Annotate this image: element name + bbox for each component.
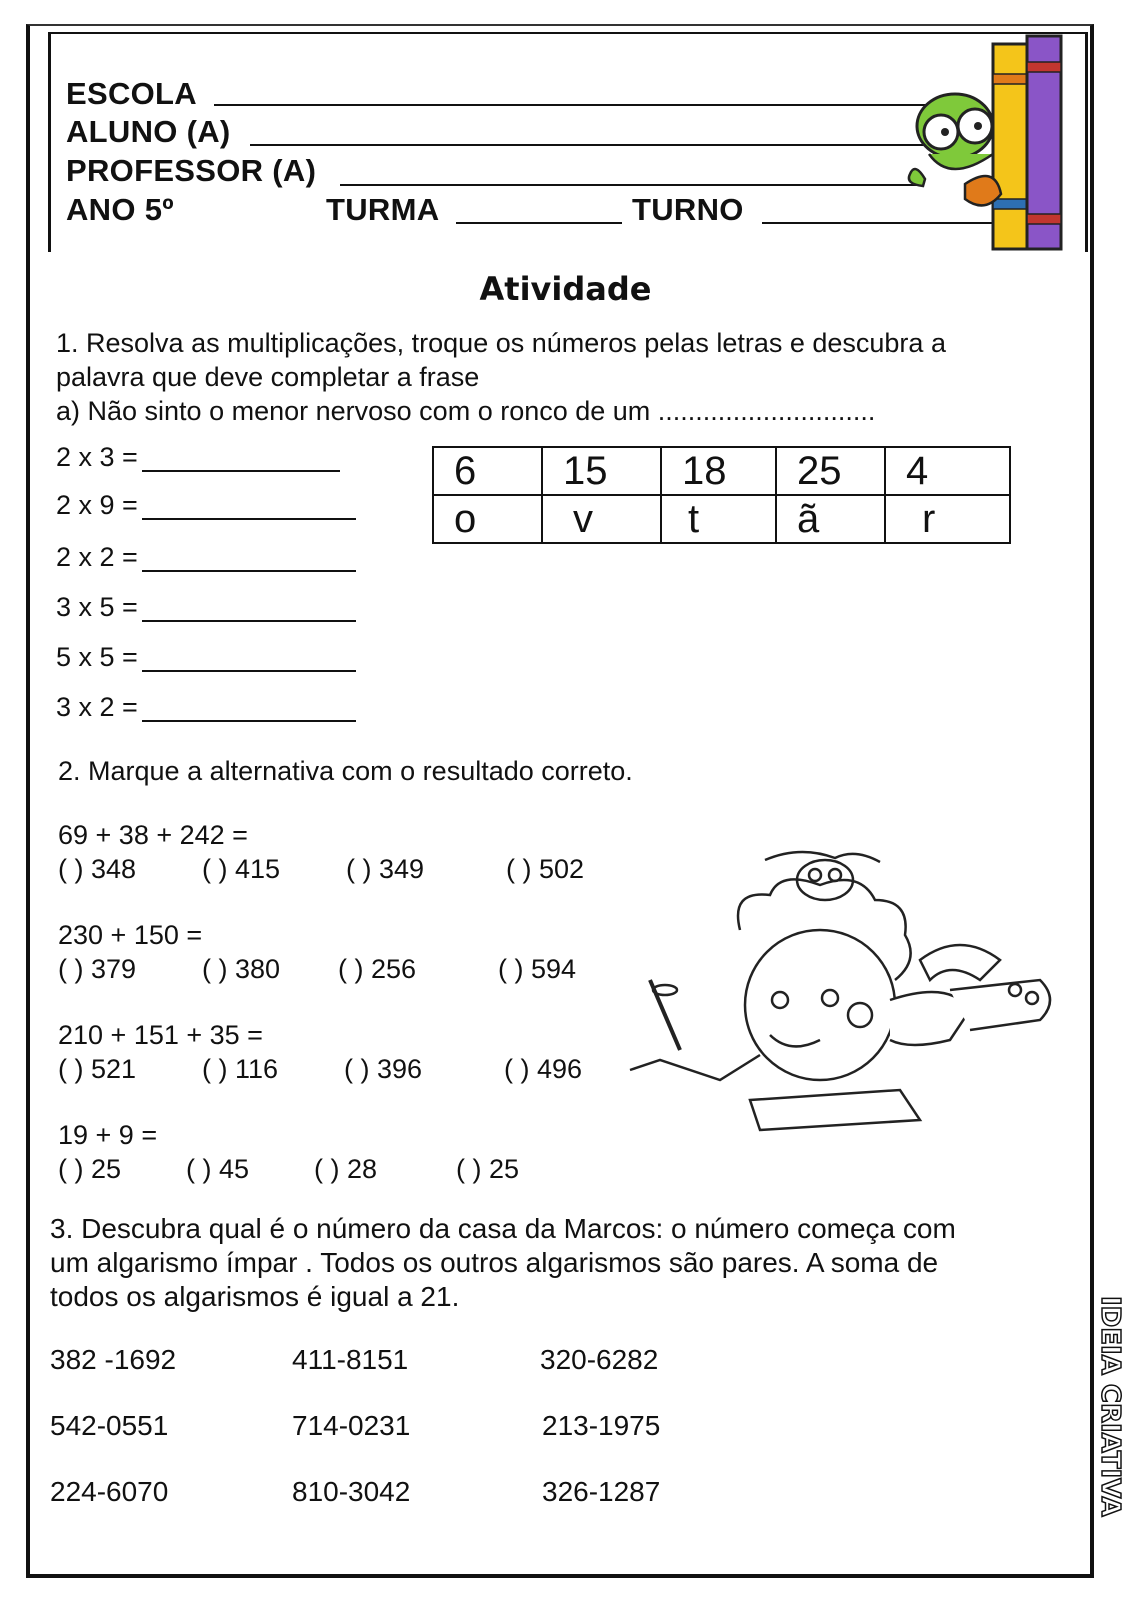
- aluno-field[interactable]: [250, 144, 940, 146]
- q2-option[interactable]: ( ) 396: [344, 1054, 423, 1084]
- q2-option[interactable]: ( ) 25: [58, 1154, 122, 1184]
- code-table: [432, 446, 1011, 544]
- house-number-option[interactable]: 810-3042: [292, 1476, 411, 1507]
- turma-label: TURMA: [326, 192, 440, 227]
- q2-option[interactable]: ( ) 496: [504, 1054, 583, 1084]
- mult-expr: 5 x 5 =: [56, 642, 138, 672]
- house-number-option[interactable]: 224-6070: [50, 1476, 169, 1507]
- q2-option[interactable]: ( ) 594: [498, 954, 577, 984]
- code-table-numbers-row: [433, 447, 1010, 495]
- escola-label: ESCOLA: [66, 76, 197, 111]
- house-number-option[interactable]: 326-1287: [542, 1476, 661, 1507]
- code-number: 25: [776, 447, 885, 495]
- code-letter: o: [433, 495, 542, 543]
- answer-blank[interactable]: [142, 546, 356, 572]
- escola-field[interactable]: [214, 104, 954, 106]
- q2-option[interactable]: ( ) 415: [202, 854, 281, 884]
- q2-option[interactable]: ( ) 28: [314, 1154, 378, 1184]
- q1-line2: palavra que deve completar a frase: [56, 362, 480, 392]
- q2-statement: 2. Marque a alternativa com o resultado correto.: [58, 756, 633, 786]
- code-letter: ã: [776, 495, 885, 543]
- q2-option[interactable]: ( ) 116: [202, 1054, 279, 1084]
- q3-statement: [50, 1212, 1050, 1314]
- mult-expr: 3 x 2 =: [56, 692, 138, 722]
- code-number: 15: [542, 447, 661, 495]
- code-number: 18: [661, 447, 776, 495]
- code-letter: t: [661, 495, 776, 543]
- q3-line2: um algarismo ímpar . Todos os outros algarismos são pares. A soma de: [50, 1247, 939, 1278]
- watermark: [1092, 1296, 1131, 1526]
- q2-option[interactable]: ( ) 502: [506, 854, 585, 884]
- mult-expr: 2 x 2 =: [56, 542, 138, 572]
- aluno-label: ALUNO (A): [66, 114, 231, 149]
- q3-line3: todos os algarismos é igual a 21.: [50, 1281, 460, 1312]
- mult-problem: [56, 592, 356, 623]
- professor-label: PROFESSOR (A): [66, 153, 317, 188]
- code-number: 6: [433, 447, 542, 495]
- mult-problem: [56, 542, 356, 573]
- q2-option[interactable]: ( ) 349: [346, 854, 425, 884]
- house-number-option[interactable]: 714-0231: [292, 1410, 411, 1441]
- house-number-option[interactable]: 213-1975: [542, 1410, 661, 1441]
- code-letter: v: [542, 495, 661, 543]
- q3-line1: 3. Descubra qual é o número da casa da Marcos: o número começa com: [50, 1213, 956, 1244]
- answer-blank[interactable]: [142, 446, 340, 472]
- q2-option[interactable]: ( ) 379: [58, 954, 137, 984]
- mult-problem: [56, 642, 356, 673]
- q1-line1: 1. Resolva as multiplicações, troque os números pelas letras e descubra a: [56, 328, 946, 358]
- q2-option[interactable]: ( ) 25: [456, 1154, 520, 1184]
- books-frog-illustration: [905, 34, 1085, 254]
- mult-problem: [56, 442, 340, 473]
- watermark-text: IDEIA CRIATIVA: [1095, 1296, 1125, 1517]
- kid-reading-illustration: [620, 840, 1070, 1140]
- q2-option[interactable]: ( ) 45: [186, 1154, 250, 1184]
- q2-expression: 69 + 38 + 242 =: [58, 820, 248, 850]
- mult-expr: 3 x 5 =: [56, 592, 138, 622]
- q2-option[interactable]: ( ) 348: [58, 854, 137, 884]
- answer-blank[interactable]: [142, 596, 356, 622]
- q2-expression: 230 + 150 =: [58, 920, 203, 950]
- professor-field[interactable]: [340, 184, 920, 186]
- q2-expression: 19 + 9 =: [58, 1120, 158, 1150]
- code-table-letters-row: [433, 495, 1010, 543]
- code-letter: r: [885, 495, 1010, 543]
- q2-option[interactable]: ( ) 521: [58, 1054, 137, 1084]
- answer-blank[interactable]: [142, 696, 356, 722]
- mult-expr: 2 x 9 =: [56, 490, 138, 520]
- turno-label: TURNO: [632, 192, 744, 227]
- mult-problem: [56, 692, 356, 723]
- code-number: 4: [885, 447, 1010, 495]
- house-number-option[interactable]: 382 -1692: [50, 1344, 177, 1375]
- mult-problem: [56, 490, 356, 521]
- turma-field[interactable]: [456, 222, 622, 224]
- q1-line3: a) Não sinto o menor nervoso com o ronco de um .............................: [56, 396, 876, 426]
- q2-expression: 210 + 151 + 35 =: [58, 1020, 263, 1050]
- house-number-option[interactable]: 320-6282: [540, 1344, 659, 1375]
- house-number-option[interactable]: 411-8151: [292, 1344, 409, 1375]
- ano-label: ANO 5º: [66, 192, 174, 227]
- q2-option[interactable]: ( ) 380: [202, 954, 281, 984]
- answer-blank[interactable]: [142, 646, 356, 672]
- q2-option[interactable]: ( ) 256: [338, 954, 417, 984]
- page-title: Atividade: [479, 270, 652, 308]
- answer-blank[interactable]: [142, 494, 356, 520]
- mult-expr: 2 x 3 =: [56, 442, 138, 472]
- house-number-option[interactable]: 542-0551: [50, 1410, 169, 1441]
